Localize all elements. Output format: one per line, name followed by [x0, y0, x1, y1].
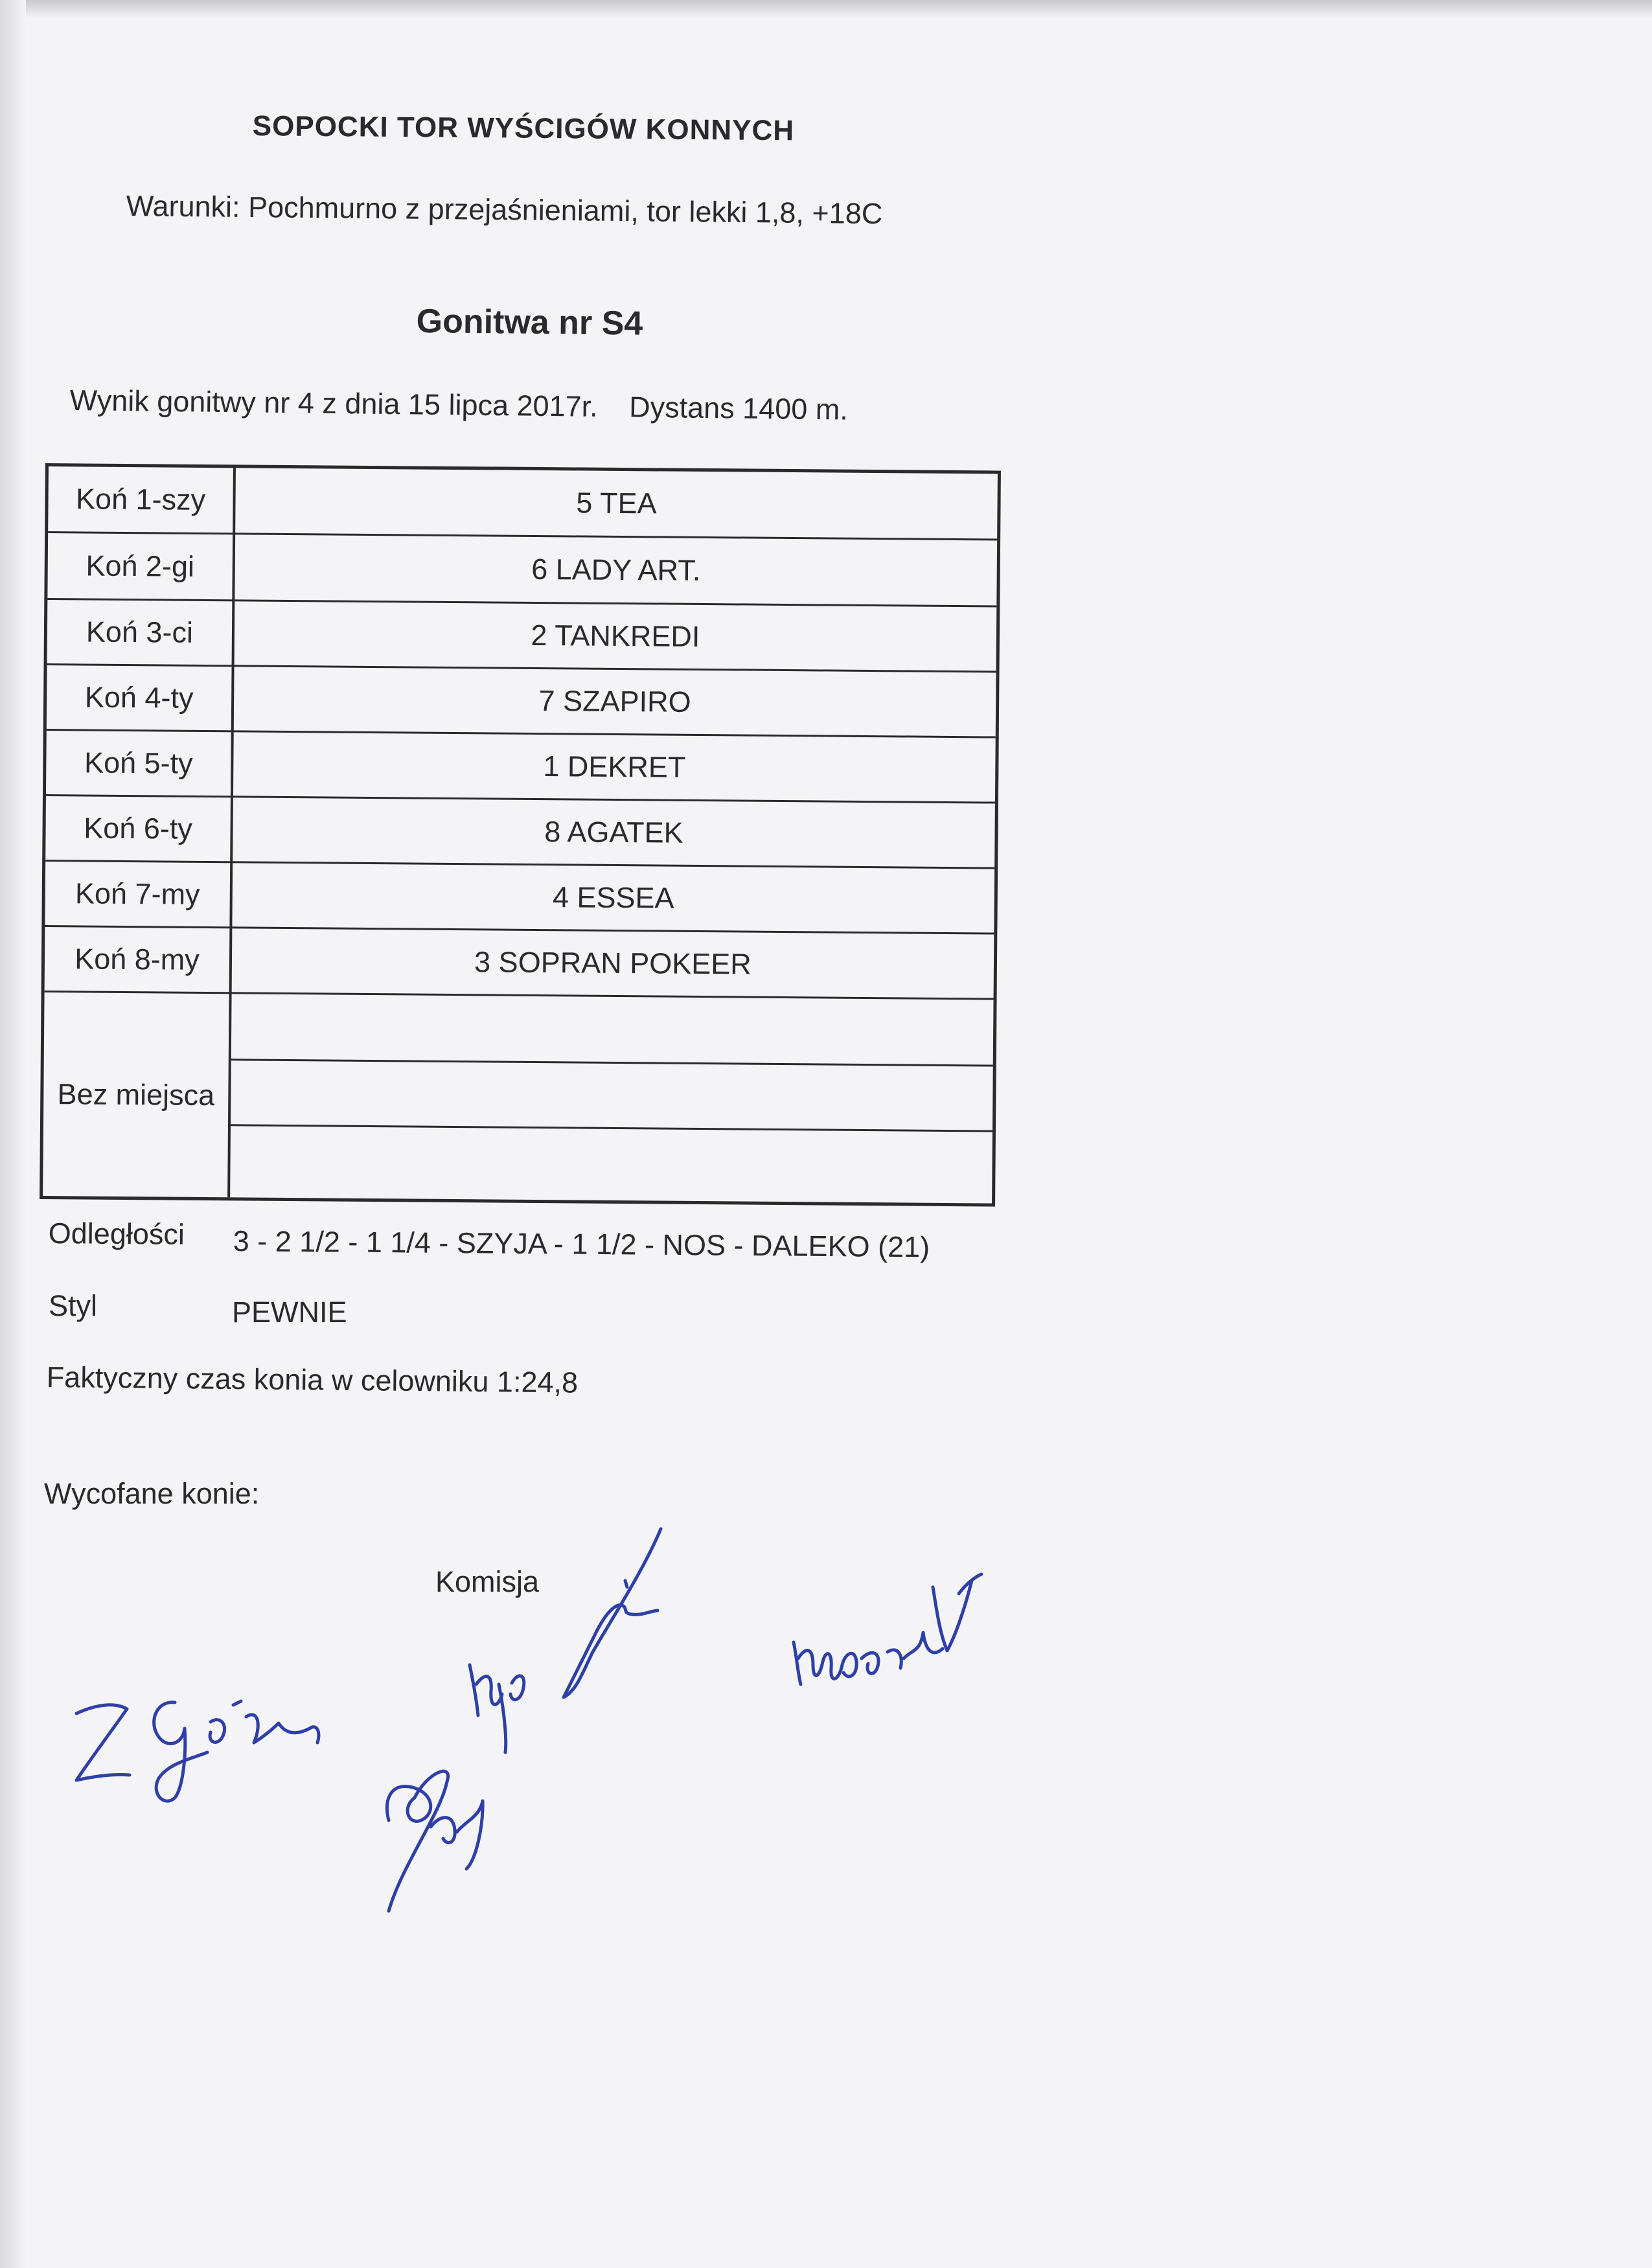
signature-4-part: [959, 1574, 981, 1594]
horse-cell-7: 4 ESSEA: [552, 880, 674, 915]
place-cell-3: Koń 3-ci: [86, 615, 194, 649]
style-value: PEWNIE: [232, 1296, 347, 1329]
commission-label: Komisja: [435, 1565, 540, 1598]
place-cell-8: Koń 8-my: [74, 942, 200, 976]
unplaced-entry-1: [231, 994, 994, 1064]
place-cell-1: Koń 1-szy: [75, 482, 206, 516]
horse-cell-6: 8 AGATEK: [544, 815, 683, 849]
unplaced-entry-2: [231, 1060, 993, 1130]
horse-cell-3: 2 TANKREDI: [531, 618, 700, 653]
scan-edge-top: [0, 0, 1652, 18]
unplaced-entry-3: [230, 1126, 992, 1203]
result-line: [69, 384, 848, 427]
finish-time-line: Faktyczny czas konia w celowniku 1:24,8: [46, 1360, 579, 1399]
place-cell-2: Koń 2-gi: [86, 549, 195, 583]
place-cell-5: Koń 5-ty: [84, 746, 193, 780]
conditions-value: Pochmurno z przejaśnieniami, tor lekki 1,8, +18C: [247, 190, 883, 231]
place-cell-4: Koń 4-ty: [84, 680, 194, 715]
signature-2-part: [431, 1801, 483, 1869]
horse-cell-5: 1 DEKRET: [543, 750, 686, 784]
distance: Dystans 1400 m.: [628, 390, 849, 426]
withdrawn-label: Wycofane konie:: [44, 1477, 260, 1510]
signature-1-part: [233, 1701, 241, 1705]
signature-1: [76, 1705, 130, 1780]
conditions-label: Warunki:: [126, 189, 240, 223]
signature-2-part: [387, 1771, 448, 1911]
horse-cell-4: 7 SZAPIRO: [538, 683, 691, 718]
signature-3: [564, 1529, 661, 1697]
results-table: [40, 463, 1001, 1207]
unplaced-label: Bez miejsca: [57, 1077, 215, 1112]
place-cell-6: Koń 6-ty: [84, 811, 193, 845]
style-label: Styl: [49, 1289, 98, 1322]
signature-4: [794, 1581, 972, 1684]
place-cell-7: Koń 7-my: [75, 876, 200, 911]
signature-2: [470, 1665, 524, 1752]
distances-label: Odległości: [48, 1217, 185, 1251]
signature-1-part: [154, 1702, 207, 1801]
distances-value: 3 - 2 1/2 - 1 1/4 - SZYJA - 1 1/2 - NOS - DALEKO (21): [233, 1224, 930, 1264]
horse-cell-1: 5 TEA: [576, 486, 657, 520]
signature-1-part: [210, 1720, 225, 1743]
signature-1-part: [246, 1715, 319, 1743]
race-title: Gonitwa nr S4: [416, 302, 643, 343]
scan-edge-left: [0, 0, 26, 2268]
horse-cell-8: 3 SOPRAN POKEER: [474, 945, 751, 981]
conditions-line: [126, 189, 882, 231]
result-date: Wynik gonitwy nr 4 z dnia 15 lipca 2017r.: [69, 384, 598, 423]
organization-title: SOPOCKI TOR WYŚCIGÓW KONNYCH: [252, 110, 795, 147]
horse-cell-2: 6 LADY ART.: [531, 552, 701, 587]
signature-3-part: [625, 1581, 627, 1587]
